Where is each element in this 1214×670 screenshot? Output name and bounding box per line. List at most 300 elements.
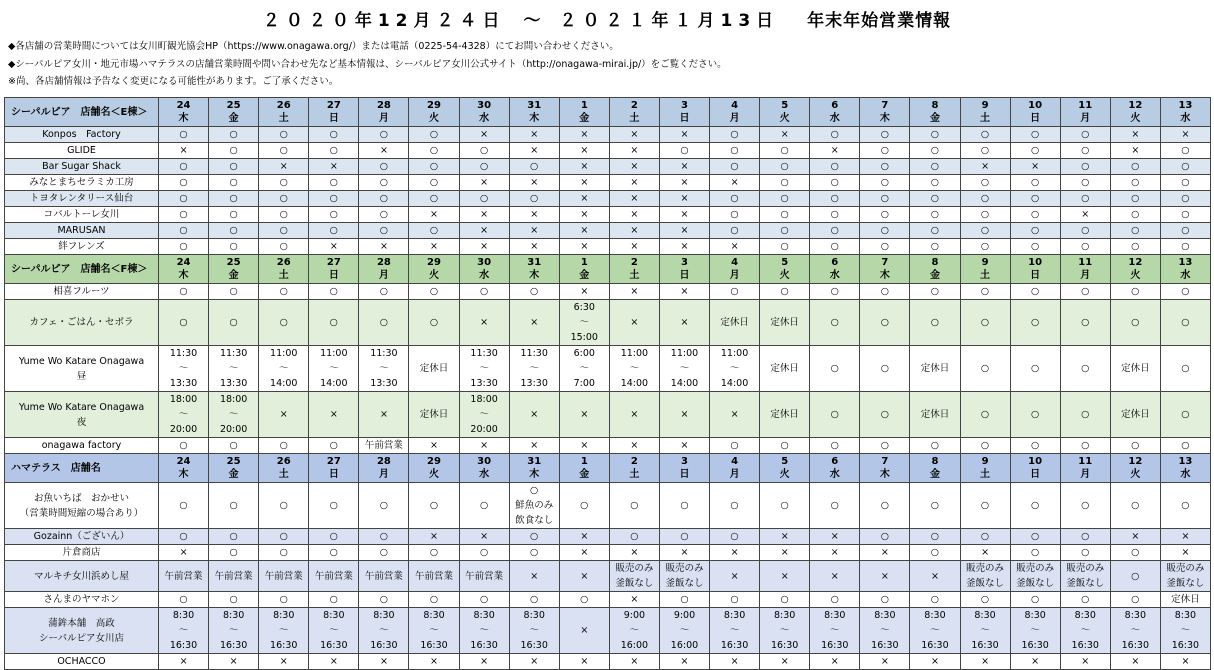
status-cell: × <box>609 207 659 223</box>
status-cell: ○ <box>1060 191 1110 207</box>
status-cell: ○ <box>710 223 760 239</box>
day-header <box>209 98 259 127</box>
status-cell: ○ <box>710 191 760 207</box>
status-cell: × <box>1110 654 1160 670</box>
status-cell: 11:30 ～ 13:30 <box>159 346 209 392</box>
status-cell: ○ <box>409 191 459 207</box>
status-cell: ○ <box>1160 207 1210 223</box>
status-cell: ○ <box>259 529 309 545</box>
title-separator: ～ <box>523 11 542 31</box>
status-cell: × <box>559 654 609 670</box>
status-cell: ○ <box>1060 300 1110 346</box>
day-header <box>910 255 960 284</box>
status-cell: × <box>609 239 659 255</box>
day-header <box>760 255 810 284</box>
day-header <box>159 98 209 127</box>
status-cell: ○ <box>1010 392 1060 438</box>
status-cell: 11:00 ～ 14:00 <box>309 346 359 392</box>
status-cell: ○ <box>1160 239 1210 255</box>
status-cell: × <box>659 175 709 191</box>
status-cell: ○ <box>810 483 860 529</box>
status-cell: ○ <box>1060 483 1110 529</box>
status-cell: ○ <box>459 592 509 608</box>
status-cell: ○ <box>209 127 259 143</box>
section-header: シーパルピア 店舗名＜E棟＞ <box>5 98 159 127</box>
status-cell: ○ <box>509 284 559 300</box>
day-header <box>359 454 409 483</box>
weekday: 日 <box>328 270 339 281</box>
day-number: 6 <box>831 257 839 268</box>
day-header <box>1110 98 1160 127</box>
status-cell: × <box>659 392 709 438</box>
status-cell: ○ <box>860 483 910 529</box>
weekday: 金 <box>579 469 590 480</box>
status-cell: ○ <box>209 191 259 207</box>
status-cell: ○ <box>409 127 459 143</box>
status-cell: 9:00 ～ 16:00 <box>659 608 709 654</box>
status-cell: ○ <box>760 483 810 529</box>
status-cell: × <box>509 175 559 191</box>
weekday: 土 <box>629 469 640 480</box>
status-cell: × <box>559 284 609 300</box>
weekday: 水 <box>479 469 490 480</box>
weekday: 火 <box>1130 113 1141 124</box>
status-cell: ○ <box>159 284 209 300</box>
weekday: 火 <box>429 113 440 124</box>
weekday: 木 <box>879 469 890 480</box>
status-cell: ○ <box>810 207 860 223</box>
weekday: 月 <box>729 270 740 281</box>
status-cell: × <box>860 561 910 592</box>
status-cell: 午前営業 <box>459 561 509 592</box>
status-cell: 午前営業 <box>209 561 259 592</box>
status-cell: 18:00 ～ 20:00 <box>159 392 209 438</box>
day-number: 10 <box>1028 100 1043 111</box>
status-cell: × <box>609 143 659 159</box>
status-cell: ○ <box>810 175 860 191</box>
weekday: 日 <box>1030 469 1041 480</box>
status-cell: 6:30 ～ 15:00 <box>559 300 609 346</box>
status-cell: ○ <box>459 159 509 175</box>
day-header <box>659 98 709 127</box>
status-cell: ○ <box>760 143 810 159</box>
status-cell: ○ <box>1160 143 1210 159</box>
day-header <box>409 98 459 127</box>
title-end-date: ２０２１年１月13日 <box>559 11 780 31</box>
status-cell: ○ <box>209 545 259 561</box>
status-cell: ○ <box>1110 561 1160 592</box>
status-cell: × <box>609 545 659 561</box>
status-cell: × <box>209 654 259 670</box>
status-cell: 11:00 ～ 14:00 <box>710 346 760 392</box>
day-number: 7 <box>881 100 889 111</box>
status-cell: ○ <box>1060 175 1110 191</box>
day-number: 5 <box>781 456 789 467</box>
status-cell: × <box>309 159 359 175</box>
status-cell: ○ <box>509 592 559 608</box>
day-header <box>359 255 409 284</box>
status-cell: ○ <box>359 284 409 300</box>
shop-name: Gozainn（ございん） <box>5 529 159 545</box>
status-cell: ○ <box>209 529 259 545</box>
day-number: 27 <box>326 257 341 268</box>
status-cell: × <box>559 127 609 143</box>
status-cell: ○ <box>159 300 209 346</box>
status-cell: ○ <box>459 284 509 300</box>
weekday: 日 <box>328 113 339 124</box>
day-number: 25 <box>226 456 241 467</box>
status-cell: ○ <box>710 143 760 159</box>
shop-name: トヨタレンタリース仙台 <box>5 191 159 207</box>
status-cell: × <box>760 529 810 545</box>
shop-name: 絆フレンズ <box>5 239 159 255</box>
weekday: 木 <box>529 270 540 281</box>
day-header <box>760 454 810 483</box>
shop-name: Yume Wo Katare Onagawa 夜 <box>5 392 159 438</box>
status-cell: ○ <box>710 207 760 223</box>
status-cell: ○ <box>259 239 309 255</box>
day-number: 10 <box>1028 456 1043 467</box>
status-cell: ○ <box>1110 545 1160 561</box>
day-header <box>960 454 1010 483</box>
status-cell: ○ <box>1160 175 1210 191</box>
day-number: 5 <box>781 257 789 268</box>
status-cell: ○ <box>309 223 359 239</box>
status-cell: ○ <box>810 438 860 454</box>
status-cell: ○ <box>409 284 459 300</box>
status-cell: ○ <box>960 438 1010 454</box>
weekday: 金 <box>929 113 940 124</box>
note-line: ◆シーパルピア女川・地元市場ハマテラスの店舗営業時間や問い合わせ先など基本情報は、シーパルピア女川公式サイト（http://onagawa-mirai.jp/）をご覧ください。 <box>8 59 727 70</box>
status-cell: ○ <box>159 529 209 545</box>
status-cell: ○ <box>209 483 259 529</box>
day-header <box>659 454 709 483</box>
status-cell: × <box>359 239 409 255</box>
status-cell: ○ <box>559 483 609 529</box>
status-cell: 定休日 <box>710 300 760 346</box>
status-cell: ○ <box>209 207 259 223</box>
day-header <box>259 454 309 483</box>
day-number: 1 <box>580 100 588 111</box>
status-cell: ○ <box>259 483 309 529</box>
status-cell: × <box>760 654 810 670</box>
status-cell: ○ <box>1110 438 1160 454</box>
shop-name: さんまのヤマホン <box>5 592 159 608</box>
shop-name: 相喜フルーツ <box>5 284 159 300</box>
day-header <box>810 454 860 483</box>
status-cell: ○ <box>860 392 910 438</box>
status-cell: ○ <box>1110 239 1160 255</box>
status-cell: × <box>559 392 609 438</box>
weekday: 金 <box>929 469 940 480</box>
weekday: 水 <box>829 469 840 480</box>
status-cell: 11:30 ～ 13:30 <box>359 346 409 392</box>
day-number: 29 <box>427 456 441 467</box>
status-cell: ○ <box>910 592 960 608</box>
day-number: 12 <box>1128 100 1143 111</box>
status-cell: ○ <box>1160 483 1210 529</box>
status-cell: ○ <box>459 143 509 159</box>
status-cell: × <box>559 545 609 561</box>
day-number: 2 <box>630 257 638 268</box>
status-cell: ○ <box>209 300 259 346</box>
day-number: 11 <box>1078 456 1093 467</box>
status-cell: ○ <box>810 223 860 239</box>
status-cell: ○ <box>209 159 259 175</box>
status-cell: 午前営業 <box>359 561 409 592</box>
status-cell: ○ <box>259 207 309 223</box>
status-cell: × <box>659 300 709 346</box>
status-cell: ○ <box>960 127 1010 143</box>
day-header <box>209 454 259 483</box>
weekday: 日 <box>1030 270 1041 281</box>
status-cell: ○ <box>409 143 459 159</box>
status-cell: × <box>710 545 760 561</box>
weekday: 日 <box>679 270 690 281</box>
status-cell: ○ <box>259 223 309 239</box>
weekday: 金 <box>228 113 239 124</box>
note-line: ◆各店舗の営業時間については女川町観光協会HP（https://www.onagawa.org/）または電話（0225-54-4328）にてお問い合わせください。 <box>8 41 619 52</box>
day-header <box>609 98 659 127</box>
day-number: 29 <box>427 257 441 268</box>
weekday: 火 <box>779 270 790 281</box>
status-cell: × <box>1160 545 1210 561</box>
day-number: 10 <box>1028 257 1043 268</box>
weekday: 水 <box>1180 113 1191 124</box>
status-cell: × <box>409 654 459 670</box>
status-cell: ○ <box>259 438 309 454</box>
status-cell: × <box>509 438 559 454</box>
day-number: 4 <box>731 257 739 268</box>
status-cell: ○ <box>810 191 860 207</box>
status-cell: 8:30 ～ 16:30 <box>860 608 910 654</box>
day-number: 2 <box>630 456 638 467</box>
day-header <box>910 454 960 483</box>
status-cell: ○ <box>860 159 910 175</box>
weekday: 水 <box>1180 469 1191 480</box>
status-cell: ○ <box>259 545 309 561</box>
status-cell: ○ <box>309 438 359 454</box>
weekday: 木 <box>178 469 189 480</box>
status-cell: 定休日 <box>760 392 810 438</box>
status-cell: ○ <box>910 175 960 191</box>
status-cell: ○ <box>359 529 409 545</box>
status-cell: ○ <box>1010 127 1060 143</box>
status-cell: × <box>509 561 559 592</box>
status-cell: ○ <box>710 483 760 529</box>
status-cell: ○ <box>309 300 359 346</box>
day-header <box>609 255 659 284</box>
status-cell: ○ <box>1110 207 1160 223</box>
status-cell: ○ <box>209 223 259 239</box>
status-cell: ○ <box>459 191 509 207</box>
status-cell: ○ <box>309 207 359 223</box>
day-number: 30 <box>477 456 492 467</box>
status-cell: × <box>559 159 609 175</box>
day-header <box>810 98 860 127</box>
day-number: 28 <box>376 100 391 111</box>
weekday: 土 <box>278 270 289 281</box>
status-cell: × <box>409 239 459 255</box>
status-cell: ○ <box>559 592 609 608</box>
status-cell: ○ <box>309 545 359 561</box>
status-cell: ○ <box>710 159 760 175</box>
status-cell: ○ <box>459 545 509 561</box>
weekday: 木 <box>178 270 189 281</box>
day-number: 13 <box>1178 456 1193 467</box>
status-cell: ○ <box>860 529 910 545</box>
status-cell: 8:30 ～ 16:30 <box>760 608 810 654</box>
day-header <box>810 255 860 284</box>
status-cell: ○ <box>159 483 209 529</box>
status-cell: ○ <box>810 346 860 392</box>
status-cell: × <box>810 529 860 545</box>
day-header <box>159 454 209 483</box>
status-cell: × <box>609 284 659 300</box>
weekday: 月 <box>378 270 389 281</box>
title-start-date: ２０２０年12月２４日 <box>262 11 506 31</box>
day-header <box>860 454 910 483</box>
day-header <box>1010 454 1060 483</box>
status-cell: 11:00 ～ 14:00 <box>259 346 309 392</box>
status-cell: 18:00 ～ 20:00 <box>209 392 259 438</box>
status-cell: ○ <box>1010 438 1060 454</box>
status-cell: 11:30 ～ 13:30 <box>209 346 259 392</box>
status-cell: × <box>1010 159 1060 175</box>
status-cell: ○ <box>359 127 409 143</box>
status-cell: ○ <box>1060 529 1110 545</box>
status-cell: ○ <box>209 143 259 159</box>
status-cell: ○ <box>159 175 209 191</box>
day-header <box>910 98 960 127</box>
status-cell: ○ <box>509 545 559 561</box>
day-number: 28 <box>376 456 391 467</box>
status-cell: × <box>1160 529 1210 545</box>
status-cell: ○ <box>309 143 359 159</box>
status-cell: × <box>459 529 509 545</box>
status-cell: ○ <box>159 438 209 454</box>
status-cell: 8:30 ～ 16:30 <box>359 608 409 654</box>
status-cell: 販売のみ 釜飯なし <box>1160 561 1210 592</box>
status-cell: ○ <box>1010 529 1060 545</box>
day-number: 5 <box>781 100 789 111</box>
day-header <box>659 255 709 284</box>
status-cell: ○ <box>459 483 509 529</box>
day-number: 8 <box>931 100 939 111</box>
weekday: 火 <box>429 270 440 281</box>
status-cell: ○ <box>760 175 810 191</box>
status-cell: × <box>659 223 709 239</box>
status-cell: ○ <box>159 159 209 175</box>
day-number: 30 <box>477 257 492 268</box>
status-cell: 8:30 ～ 16:30 <box>810 608 860 654</box>
weekday: 日 <box>1030 113 1041 124</box>
status-cell: × <box>459 654 509 670</box>
status-cell: × <box>559 529 609 545</box>
weekday: 木 <box>879 113 890 124</box>
status-cell: 8:30 ～ 16:30 <box>259 608 309 654</box>
status-cell: ○ <box>209 438 259 454</box>
day-number: 9 <box>981 257 989 268</box>
status-cell: × <box>960 159 1010 175</box>
status-cell: ○ <box>1010 545 1060 561</box>
day-header <box>710 255 760 284</box>
status-cell: 定休日 <box>910 392 960 438</box>
status-cell: × <box>710 654 760 670</box>
day-number: 12 <box>1128 456 1143 467</box>
status-cell: 8:30 ～ 16:30 <box>960 608 1010 654</box>
shop-name: OCHACCO <box>5 654 159 670</box>
status-cell: ○ <box>960 223 1010 239</box>
status-cell: 午前営業 <box>259 561 309 592</box>
status-cell: ○ <box>159 207 209 223</box>
status-cell: × <box>710 392 760 438</box>
status-cell: ○ <box>1160 191 1210 207</box>
status-cell: × <box>609 654 659 670</box>
day-header <box>209 255 259 284</box>
status-cell: × <box>659 159 709 175</box>
status-cell: ○ <box>1060 159 1110 175</box>
day-header <box>159 255 209 284</box>
status-cell: × <box>409 438 459 454</box>
weekday: 火 <box>779 113 790 124</box>
status-cell: × <box>309 392 359 438</box>
weekday: 土 <box>980 270 991 281</box>
day-header <box>559 98 609 127</box>
status-cell: × <box>509 127 559 143</box>
status-cell: ○ <box>409 545 459 561</box>
status-cell: × <box>659 239 709 255</box>
weekday: 土 <box>980 113 991 124</box>
status-cell: ○ <box>810 239 860 255</box>
status-cell: × <box>810 143 860 159</box>
status-cell: 11:30 ～ 13:30 <box>459 346 509 392</box>
shop-name: Yume Wo Katare Onagawa 昼 <box>5 346 159 392</box>
status-cell: × <box>559 438 609 454</box>
status-cell: ○ <box>860 223 910 239</box>
shop-name: onagawa factory <box>5 438 159 454</box>
status-cell: ○ <box>810 159 860 175</box>
day-number: 13 <box>1178 257 1193 268</box>
status-cell: × <box>1060 654 1110 670</box>
status-cell: ○ <box>659 483 709 529</box>
status-cell: ○ <box>209 592 259 608</box>
status-cell: 定休日 <box>910 346 960 392</box>
status-cell: ○ <box>860 239 910 255</box>
weekday: 金 <box>228 469 239 480</box>
status-cell: × <box>509 223 559 239</box>
status-cell: × <box>760 545 810 561</box>
status-cell: ○ <box>409 592 459 608</box>
status-cell: ○ <box>760 592 810 608</box>
status-cell: × <box>559 223 609 239</box>
status-cell: × <box>559 207 609 223</box>
weekday: 水 <box>829 113 840 124</box>
status-cell: × <box>659 127 709 143</box>
status-cell: ○ <box>1160 300 1210 346</box>
weekday: 水 <box>1180 270 1191 281</box>
status-cell: × <box>1110 127 1160 143</box>
status-cell: ○ <box>1060 143 1110 159</box>
day-number: 24 <box>176 100 191 111</box>
day-number: 4 <box>731 100 739 111</box>
status-cell: ○ <box>309 175 359 191</box>
day-header <box>710 98 760 127</box>
weekday: 月 <box>1080 270 1091 281</box>
status-cell: × <box>609 223 659 239</box>
status-cell: × <box>509 300 559 346</box>
status-cell: ○ <box>259 300 309 346</box>
